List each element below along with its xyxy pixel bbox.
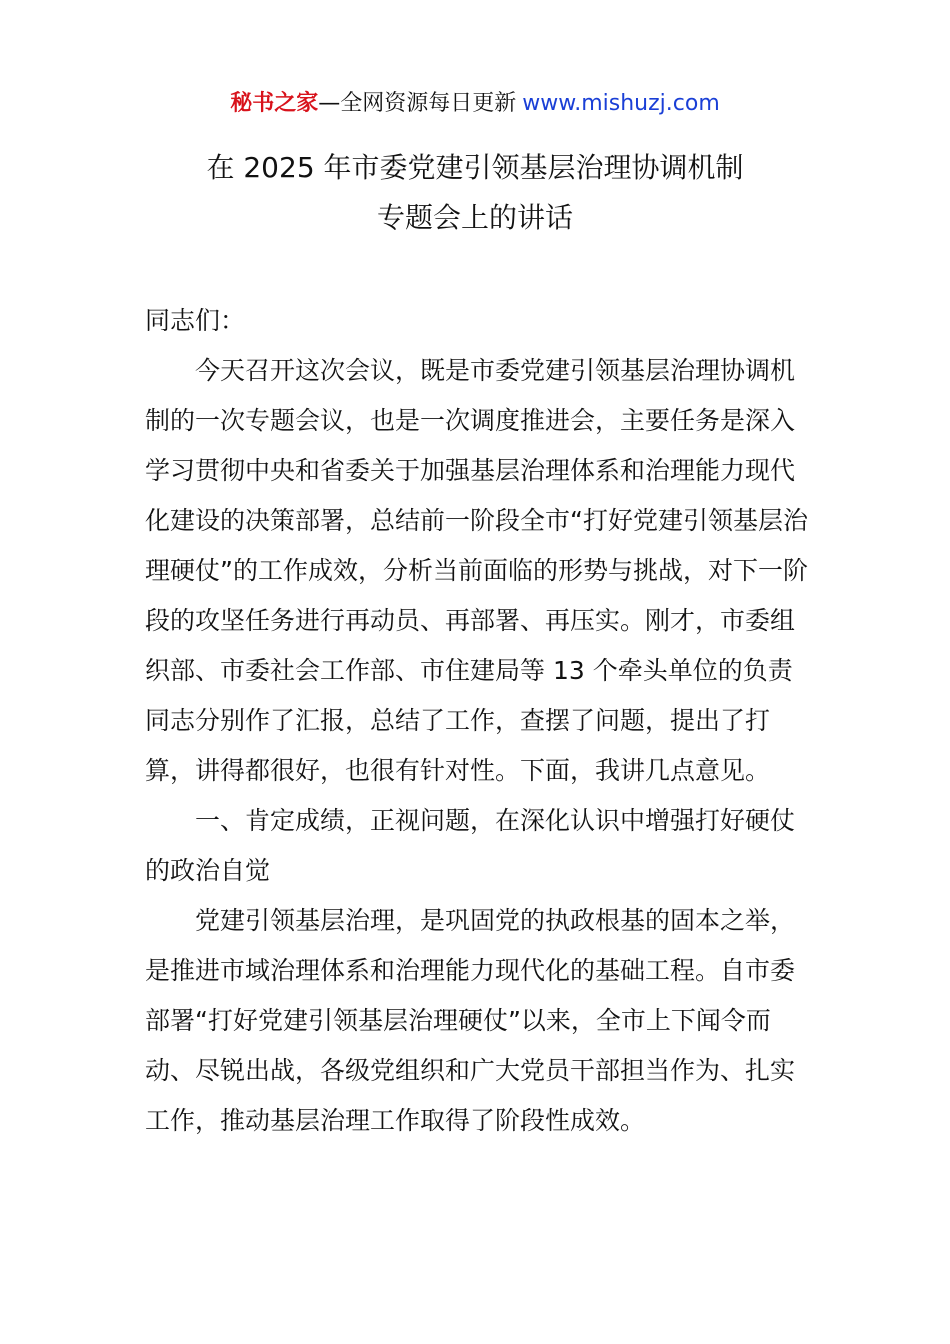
brand-name: 秘书之家 xyxy=(230,91,319,116)
document-title-line-2: 专题会上的讲话 xyxy=(376,201,573,234)
section-heading-1: 一、肯定成绩，正视问题，在深化认识中增强打好硬仗的政治自觉 xyxy=(145,806,796,885)
site-url[interactable]: www.mishuzj.com xyxy=(522,91,720,116)
salutation: 同志们： xyxy=(145,306,246,335)
paragraph-intro: 今天召开这次会议，既是市委党建引领基层治理协调机制的一次专题会议，也是一次调度推进会，主要任务是深入学习贯彻中央和省委关于加强基层治理体系和治理能力现代化建设的决策部署，总结前一阶段全市“打好党建引领基层治理硬仗”的工作成效，分析当前面临的形势与挑战，对下一阶段的攻坚任务进行再动员、再部署、再压实。刚才，市委组织部、市委社会工作部、市住建局等 13 个牵头单位的负责同志分别作了汇报，总结了工作，查摆了问题，提出了打算，讲得都很好，也很有针对性。下面，我讲几点意见。 xyxy=(145,356,808,785)
paragraph-section-1: 党建引领基层治理，是巩固党的执政根基的固本之举，是推进市域治理体系和治理能力现代化的基础工程。自市委部署“打好党建引领基层治理硬仗”以来，全市上下闻令而动、尽锐出战，各级党组织和广大党员干部担当作为、扎实工作，推动基层治理工作取得了阶段性成效。 xyxy=(145,906,796,1135)
document-title-line-1: 在 2025 年市委党建引领基层治理协调机制 xyxy=(206,151,744,184)
header-slogan: —全网资源每日更新 xyxy=(318,91,517,116)
site-header xyxy=(0,88,950,120)
document-body xyxy=(145,296,810,1146)
